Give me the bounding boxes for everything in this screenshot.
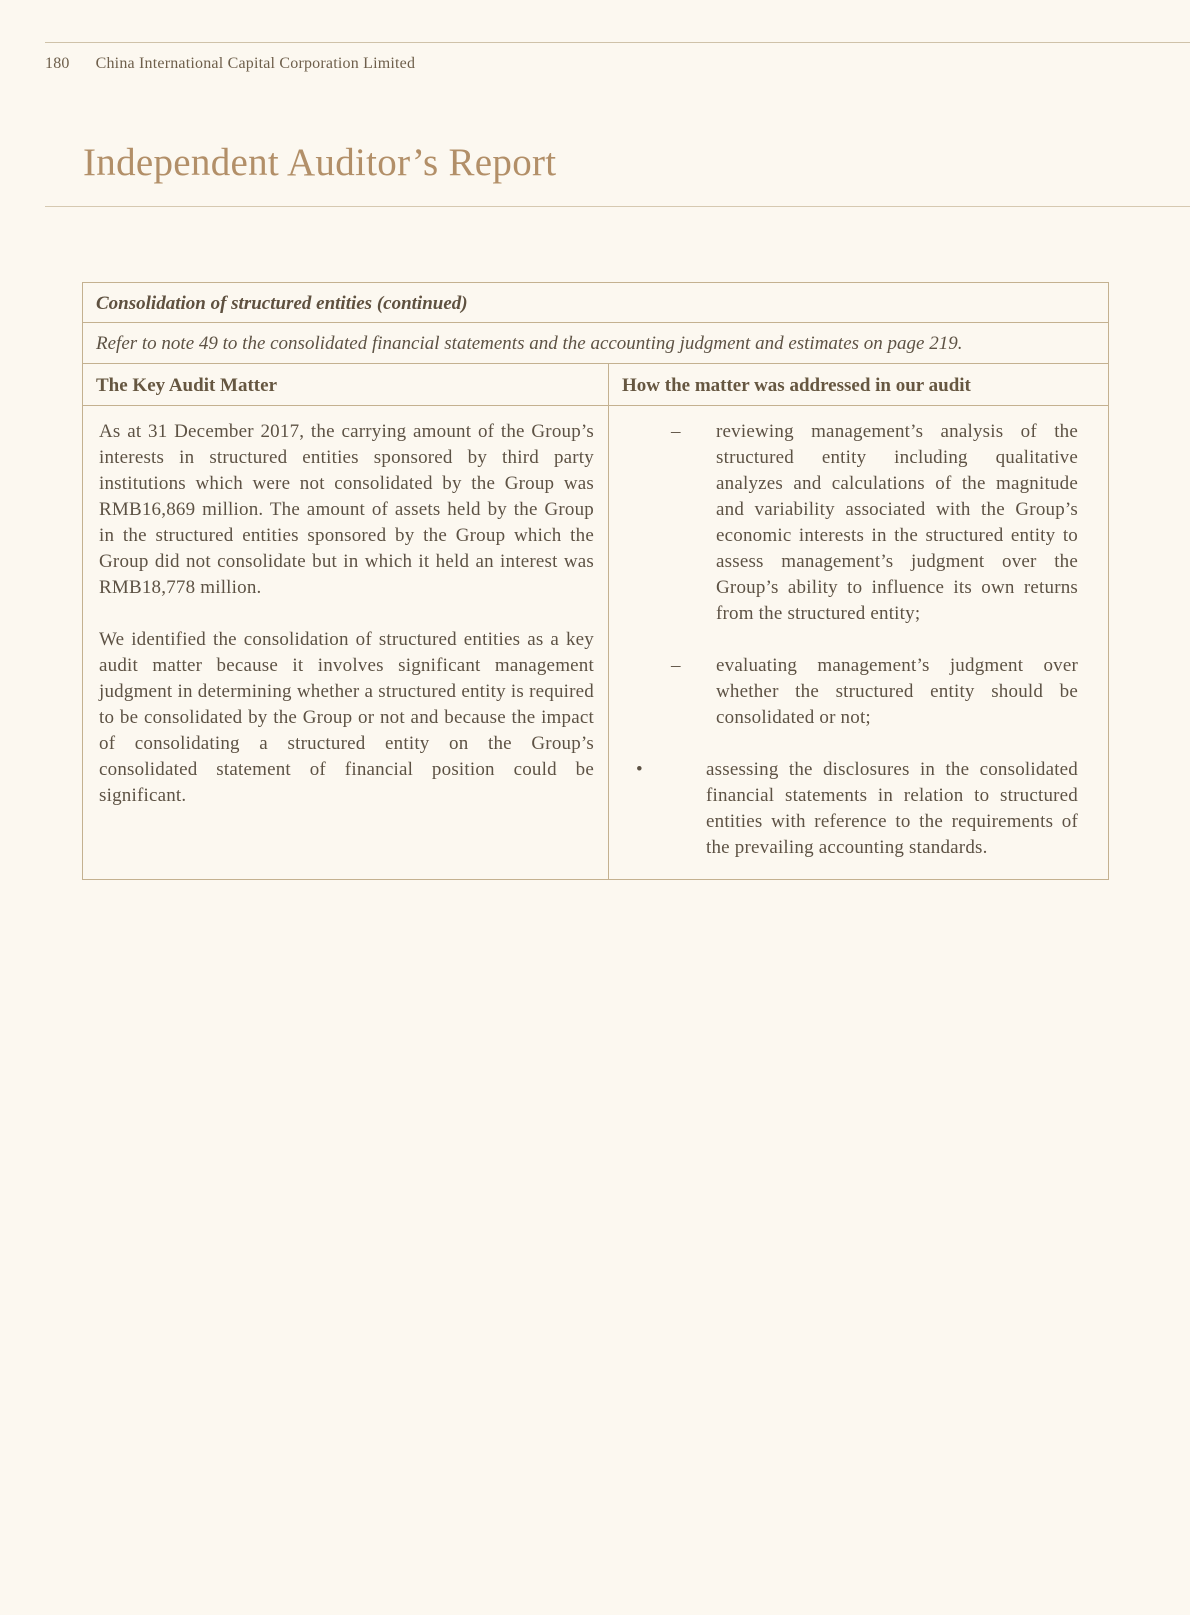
dash-marker: –	[671, 655, 681, 676]
table-caption: Consolidation of structured entities (continued)	[83, 283, 1109, 323]
table-reference-note: Refer to note 49 to the consolidated financial statements and the accounting judgment and estimates on page 219.	[83, 323, 1109, 364]
column-header-how-addressed: How the matter was addressed in our audit	[609, 364, 1109, 406]
audit-procedure-text: assessing the disclosures in the consolidated financial statements in relation to structured entities with reference to the requirements of the prevailing accounting standards.	[706, 759, 1079, 858]
table-caption-row	[83, 283, 1109, 323]
audit-procedure-item	[609, 757, 1108, 861]
key-audit-matter-table	[82, 282, 1109, 880]
column-header-key-audit-matter: The Key Audit Matter	[83, 364, 609, 406]
dash-marker: –	[671, 421, 681, 442]
table-reference-row	[83, 323, 1109, 364]
company-name: China International Capital Corporation Limited	[95, 55, 416, 72]
page-number: 180	[45, 55, 70, 72]
audit-procedure-text: evaluating management’s judgment over whether the structured entity should be consolidated or not;	[716, 655, 1079, 728]
page-title: Independent Auditor’s Report	[83, 141, 557, 184]
page-header	[45, 55, 415, 73]
key-audit-matter-paragraph-2: We identified the consolidation of structured entities as a key audit matter because it involves significant management judgment in determining whether a structured entity is required to be consolidated by the Group or not and because the impact of consolidating a structured entity on the Group’s consolidated statement of financial position could be significant.	[99, 629, 594, 806]
audit-procedure-item	[609, 419, 1108, 627]
audit-procedure-item	[609, 653, 1108, 731]
table-header-row	[83, 364, 1109, 406]
title-divider	[45, 206, 1190, 207]
audit-response-cell	[609, 406, 1109, 880]
key-audit-matter-paragraph-1: As at 31 December 2017, the carrying amount of the Group’s interests in structured entities sponsored by third party institutions which were not consolidated by the Group was RMB16,869 million. The amount of assets held by the Group in the structured entities sponsored by the Group which the Group did not consolidate but in which it held an interest was RMB18,778 million.	[99, 421, 594, 598]
top-divider	[45, 42, 1190, 43]
bullet-marker: •	[636, 759, 643, 780]
table-body-row	[83, 406, 1109, 880]
audit-procedure-text: reviewing management’s analysis of the structured entity including qualitative analyzes and calculations of the magnitude and variability associated with the Group’s economic interests in the structured entity to assess management’s judgment over the Group’s ability to influence its own returns from the structured entity;	[716, 421, 1079, 624]
key-audit-matter-cell	[83, 406, 609, 880]
